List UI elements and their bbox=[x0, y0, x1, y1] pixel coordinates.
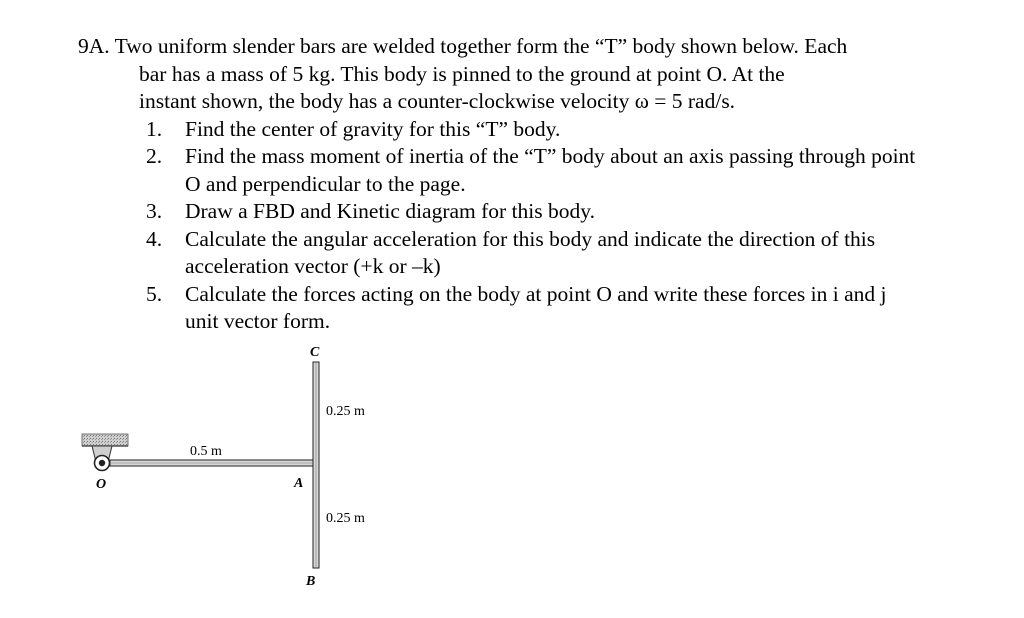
task-list bbox=[78, 116, 978, 336]
dimension-upper-label: 0.25 m bbox=[326, 404, 365, 419]
task-text: Calculate the forces acting on the body at point O and write these forces in i and j unit vector form. bbox=[185, 281, 887, 333]
ground-support bbox=[82, 434, 128, 462]
point-c-label: C bbox=[310, 345, 320, 360]
problem-intro-line-1: 9A. Two uniform slender bars are welded together form the “T” body shown below. Each bbox=[78, 34, 848, 58]
horizontal-bar-oa bbox=[110, 460, 314, 466]
problem-statement bbox=[78, 33, 978, 336]
task-item bbox=[78, 143, 925, 198]
pin-o-icon bbox=[95, 456, 110, 471]
task-number: 1. bbox=[146, 116, 163, 141]
task-text: Calculate the angular acceleration for this body and indicate the direction of this acceleration vector (+k or –k) bbox=[185, 226, 876, 278]
task-number: 4. bbox=[146, 226, 163, 251]
point-b-label: B bbox=[306, 574, 316, 589]
problem-intro-line-3: instant shown, the body has a counter-clockwise velocity ω = 5 rad/s. bbox=[139, 89, 736, 113]
dimension-lower-label: 0.25 m bbox=[326, 511, 365, 526]
task-item bbox=[78, 226, 925, 281]
task-item bbox=[78, 281, 925, 336]
task-item bbox=[78, 198, 925, 226]
point-a-label: A bbox=[294, 476, 304, 491]
dimension-horizontal-label: 0.5 m bbox=[190, 444, 222, 459]
task-text: Draw a FBD and Kinetic diagram for this body. bbox=[185, 199, 596, 223]
task-number: 2. bbox=[146, 144, 163, 168]
vertical-bar-cb bbox=[313, 362, 319, 568]
task-number: 5. bbox=[146, 281, 163, 306]
task-text: Find the mass moment of inertia of the “T” body about an axis passing through point O and perpendicular to the page. bbox=[185, 144, 916, 196]
task-item bbox=[78, 116, 925, 144]
task-number: 3. bbox=[146, 199, 163, 223]
task-text: Find the center of gravity for this “T” body. bbox=[185, 116, 561, 141]
point-o-label: O bbox=[96, 477, 107, 492]
problem-intro-line-2: bar has a mass of 5 kg. This body is pinned to the ground at point O. At the bbox=[139, 61, 785, 86]
